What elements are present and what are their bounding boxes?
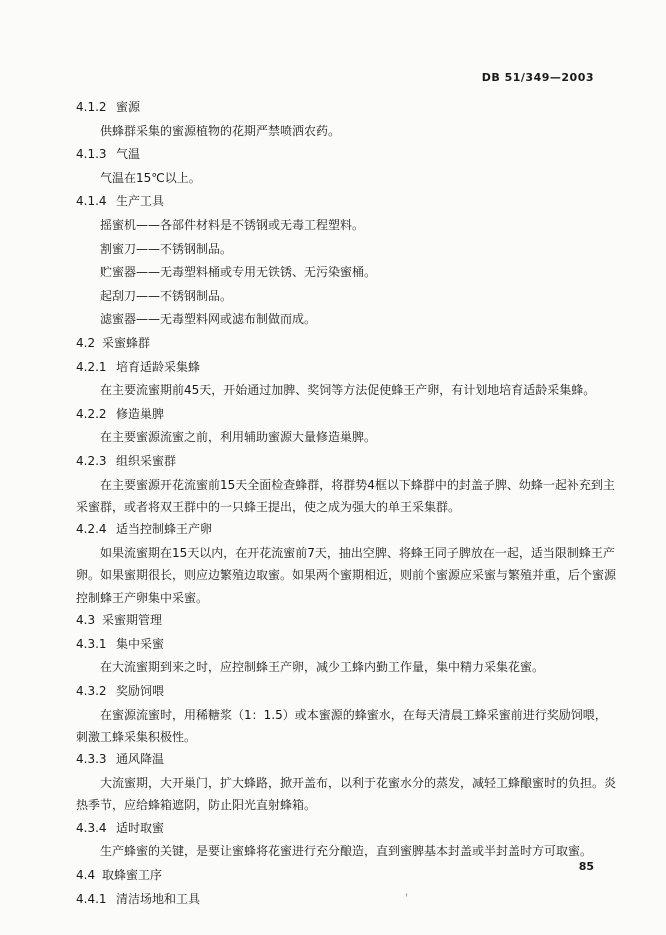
section-title: 采蜜蜂群	[102, 335, 151, 350]
paragraph: 生产蜂蜜的关键，是要让蜜蜂将花蜜进行充分酿造，直到蜜脾基本封盖或半封盖时方可取蜜。	[100, 844, 593, 859]
section-number: 4.4	[76, 867, 96, 882]
section-number: 4.2	[76, 335, 96, 350]
section-heading	[76, 450, 616, 474]
section-title: 生产工具	[116, 194, 165, 209]
section-heading	[76, 680, 616, 704]
section-heading	[76, 864, 616, 888]
paragraph: 在主要流蜜期前45天，开始通过加脾、奖饲等方法促使蜂王产卵，有计划地培育适龄采集蜂。	[100, 383, 596, 398]
section-title: 修造巢脾	[116, 406, 165, 421]
section-heading	[76, 888, 616, 912]
section-heading	[76, 96, 616, 120]
section-heading	[76, 143, 616, 167]
paragraph: 滤蜜器——无毒塑料网或滤布制做而成。	[100, 312, 317, 327]
paragraph: 摇蜜机——各部件材料是不锈钢或无毒工程塑料。	[100, 217, 365, 232]
section-heading	[76, 748, 616, 772]
section-title: 清洁场地和工具	[116, 891, 201, 906]
section-title: 气温	[116, 147, 141, 162]
standard-code: DB 51/349—2003	[481, 71, 594, 84]
paragraph: 如果流蜜期在15天以内，在开花流蜜前7天，抽出空脾、将蜂王同子脾放在一起，适当限制蜂王产卵。如果蜜期很长，则应边繁殖边取蜜。如果两个蜜期相近，则前个蜜源应采蜜与繁殖并重，后个蜜源控制蜂王产卵集中采蜜。	[76, 545, 616, 605]
section-heading	[76, 332, 616, 356]
section-title: 适时取蜜	[116, 820, 165, 835]
section-title: 取蜂蜜工序	[102, 867, 163, 882]
section-title: 适当控制蜂王产卵	[116, 522, 213, 537]
paragraph: 割蜜刀——不锈钢制品。	[100, 241, 233, 256]
section-heading	[76, 817, 616, 841]
section-title: 蜜源	[116, 100, 141, 114]
section-number: 4.3.3	[76, 752, 107, 767]
section-number: 4.2.2	[76, 406, 107, 421]
section-number: 4.2.4	[76, 522, 107, 537]
page-number: 85	[578, 860, 594, 873]
paragraph: 大流蜜期，大开巢门，扩大蜂路，掀开盖布，以利于花蜜水分的蒸发，减轻工蜂酿蜜时的负担。炎热季节，应给蜂箱遮阴，防止阳光直射蜂箱。	[76, 775, 616, 813]
paragraph: 起刮刀——不锈钢制品。	[100, 288, 233, 303]
section-number: 4.4.1	[76, 891, 107, 906]
section-heading	[76, 633, 616, 657]
section-number: 4.1.2	[76, 100, 107, 114]
section-title: 通风降温	[116, 752, 165, 767]
section-number: 4.3.4	[76, 820, 107, 835]
section-number: 4.3.1	[76, 636, 107, 651]
document-body	[76, 96, 616, 911]
paragraph: 贮蜜器——无毒塑料桶或专用无铁锈、无污染蜜桶。	[100, 265, 377, 280]
section-number: 4.1.3	[76, 147, 107, 162]
section-title: 奖励饲喂	[116, 683, 165, 698]
paragraph: 供蜂群采集的蜜源植物的花期严禁喷洒农药。	[100, 123, 341, 138]
section-number: 4.3.2	[76, 683, 107, 698]
paragraph: 气温在15℃以上。	[100, 170, 201, 185]
section-number: 4.2.1	[76, 359, 107, 374]
section-heading	[76, 190, 616, 214]
section-title: 集中采蜜	[116, 636, 165, 651]
section-heading	[76, 609, 616, 633]
section-title: 采蜜期管理	[102, 613, 163, 628]
section-title: 培育适龄采集蜂	[116, 359, 201, 374]
section-heading	[76, 356, 616, 380]
paragraph: 在主要蜜源开花流蜜前15天全面检查蜂群，将群势4框以下蜂群中的封盖子脾、幼蜂一起补充到主采蜜群，或者将双王群中的一只蜂王提出，使之成为强大的单王采集群。	[76, 477, 615, 514]
section-number: 4.2.3	[76, 453, 107, 468]
paragraph: 在大流蜜期到来之时，应控制蜂王产卵，减少工蜂内勤工作量，集中精力采集花蜜。	[100, 660, 545, 675]
paragraph: 在主要蜜源流蜜之前，利用辅助蜜源大量修造巢脾。	[100, 430, 377, 445]
section-number: 4.3	[76, 613, 96, 628]
section-heading	[76, 403, 616, 427]
paragraph: 在蜜源流蜜时，用稀糖浆（1：1.5）或本蜜源的蜂蜜水，在每天清晨工蜂采蜜前进行奖励饲喂，刺激工蜂采集积极性。	[76, 707, 607, 744]
section-heading	[76, 518, 616, 542]
section-number: 4.1.4	[76, 194, 107, 209]
section-title: 组织采蜜群	[116, 453, 177, 468]
